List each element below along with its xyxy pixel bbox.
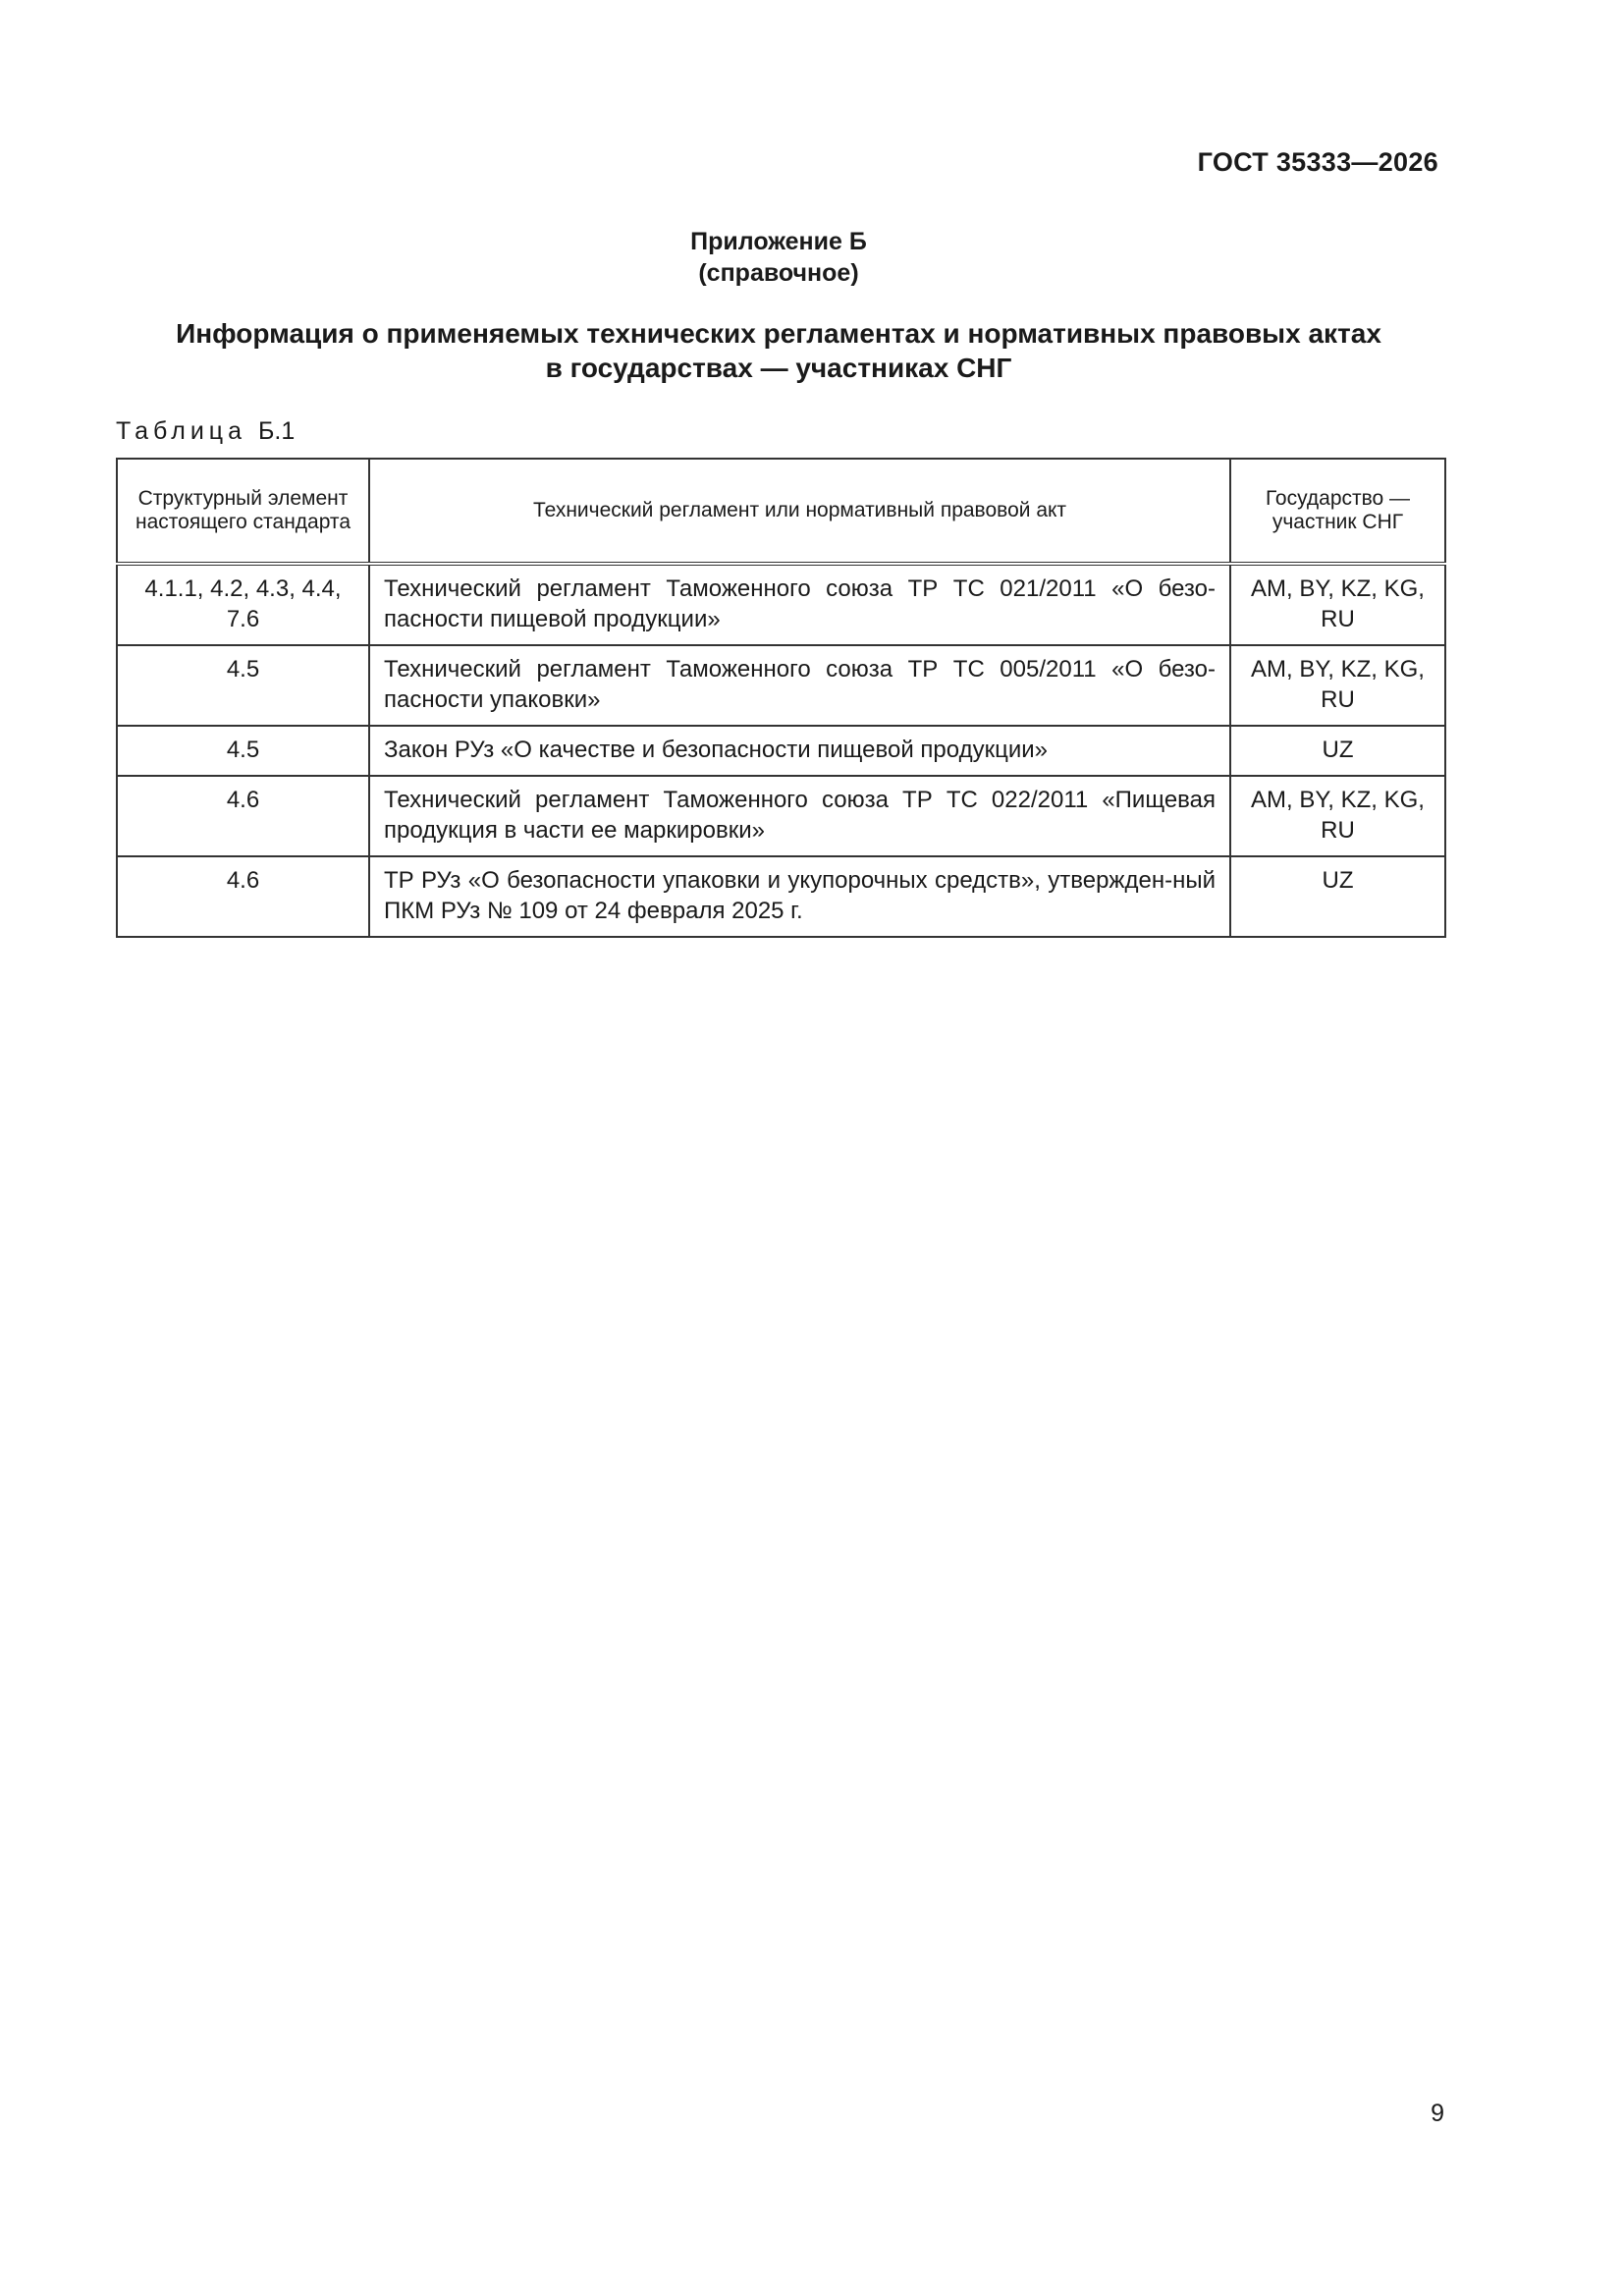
table-row (117, 645, 1445, 726)
section-title-line-2: в государствах — участниках СНГ (545, 353, 1012, 383)
table-caption-number: Б.1 (257, 417, 296, 445)
table-row (117, 856, 1445, 937)
cell-member-state: AM, BY, KZ, KG, RU (1230, 645, 1445, 726)
cell-member-state: AM, BY, KZ, KG, RU (1230, 776, 1445, 856)
standards-table (116, 458, 1446, 938)
cell-structural-element: 4.6 (117, 776, 369, 856)
cell-structural-element: 4.6 (117, 856, 369, 937)
cell-structural-element: 4.5 (117, 726, 369, 776)
table-caption (116, 417, 295, 446)
table-caption-label: Таблица (116, 417, 247, 445)
cell-structural-element: 4.5 (117, 645, 369, 726)
table-header-row (117, 459, 1445, 564)
header-regulation: Технический регламент или нормативный правовой акт (369, 459, 1230, 564)
table-row (117, 726, 1445, 776)
header-member-state: Государство — участник СНГ (1230, 459, 1445, 564)
cell-regulation: Закон РУз «О качестве и безопасности пищевой продукции» (369, 726, 1230, 776)
document-number: ГОСТ 35333—2026 (1197, 147, 1438, 177)
table-row (117, 776, 1445, 856)
cell-regulation: Технический регламент Таможенного союза ТР ТС 022/2011 «Пищевая продукция в части ее маркировки» (369, 776, 1230, 856)
table-row (117, 564, 1445, 645)
appendix-heading (0, 226, 1557, 289)
section-title-line-1: Информация о применяемых технических регламентах и нормативных правовых актах (176, 318, 1381, 349)
cell-structural-element: 4.1.1, 4.2, 4.3, 4.4, 7.6 (117, 564, 369, 645)
appendix-subtitle: (справочное) (698, 259, 859, 287)
appendix-title: Приложение Б (690, 228, 867, 255)
cell-regulation: Технический регламент Таможенного союза ТР ТС 021/2011 «О безо-пасности пищевой продукции» (369, 564, 1230, 645)
cell-member-state: UZ (1230, 726, 1445, 776)
page-number: 9 (1431, 2100, 1444, 2127)
cell-member-state: AM, BY, KZ, KG, RU (1230, 564, 1445, 645)
cell-regulation: Технический регламент Таможенного союза ТР ТС 005/2011 «О безо-пасности упаковки» (369, 645, 1230, 726)
cell-regulation: ТР РУз «О безопасности упаковки и укупорочных средств», утвержден-ный ПКМ РУз № 109 от 24 февраля 2025 г. (369, 856, 1230, 937)
cell-member-state: UZ (1230, 856, 1445, 937)
header-structural-element: Структурный элемент настоящего стандарта (117, 459, 369, 564)
section-heading (0, 316, 1557, 385)
